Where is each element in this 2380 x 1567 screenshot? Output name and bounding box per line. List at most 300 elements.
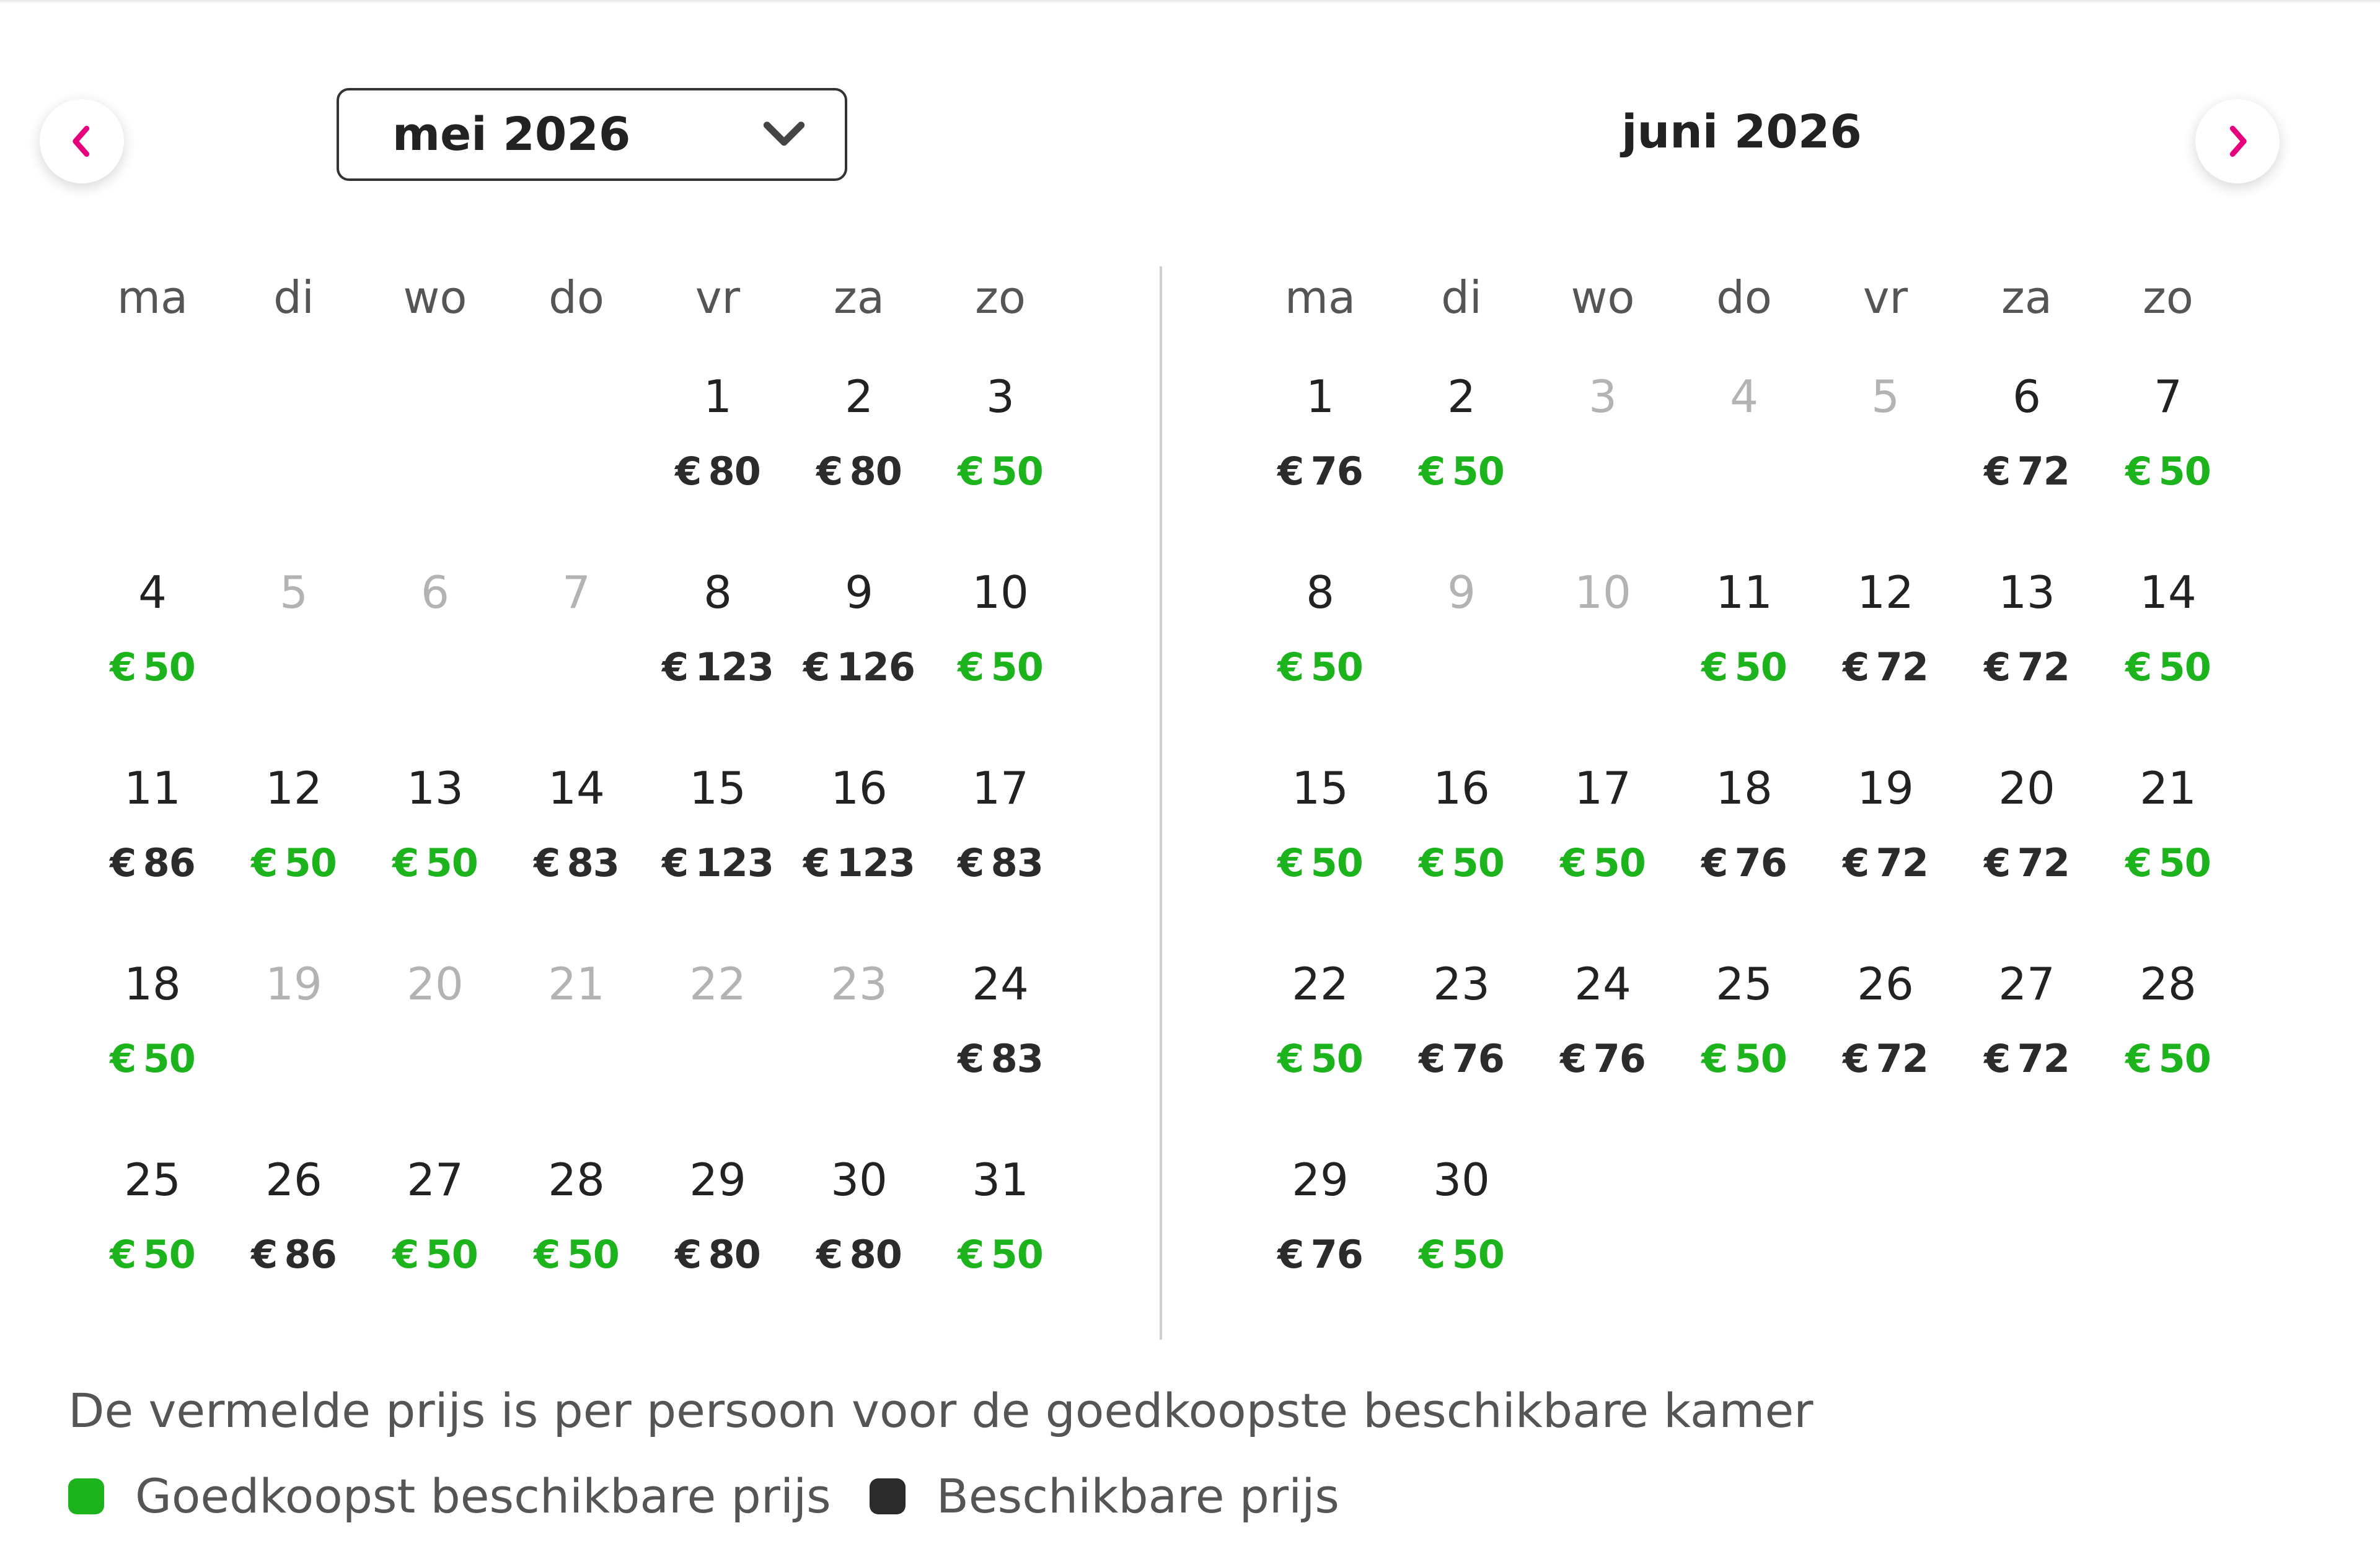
day-cell[interactable]	[82, 524, 223, 720]
currency-symbol: €	[110, 840, 136, 885]
day-number: 10	[972, 566, 1029, 618]
weekday-header: ma	[117, 271, 188, 323]
available-price-legend-label: Beschikbare prijs	[936, 1468, 1339, 1524]
currency-symbol: €	[1984, 1036, 2011, 1081]
day-number: 6	[2012, 371, 2041, 423]
day-price	[1956, 646, 2097, 689]
day-cell[interactable]	[1815, 524, 1956, 720]
day-cell[interactable]	[1673, 524, 1815, 720]
day-cell[interactable]	[1250, 328, 1391, 524]
previous-month-button[interactable]	[40, 99, 124, 183]
currency-symbol: €	[816, 1232, 843, 1277]
day-cell[interactable]	[788, 720, 930, 916]
price-amount: 50	[1593, 840, 1646, 885]
weekday-header: di	[273, 271, 314, 323]
currency-symbol: €	[1560, 840, 1587, 885]
day-cell	[1391, 524, 1532, 720]
day-cell	[223, 524, 364, 720]
currency-symbol: €	[2125, 644, 2152, 690]
cheapest-price	[930, 1233, 1071, 1276]
day-cell[interactable]	[1250, 916, 1391, 1112]
price-amount: 50	[425, 1232, 478, 1277]
day-cell[interactable]	[364, 720, 506, 916]
day-cell[interactable]	[1250, 524, 1391, 720]
price-amount: 80	[849, 449, 902, 494]
price-amount: 123	[836, 840, 915, 885]
day-number: 19	[265, 958, 322, 1010]
currency-symbol: €	[1277, 1232, 1304, 1277]
day-price	[1250, 1233, 1391, 1276]
day-cell[interactable]	[788, 328, 930, 524]
day-number: 19	[1857, 762, 1914, 814]
day-cell[interactable]	[1956, 916, 2097, 1112]
day-cell	[788, 916, 930, 1112]
price-amount: 50	[1452, 449, 1504, 494]
day-cell[interactable]	[1956, 524, 2097, 720]
currency-symbol: €	[534, 1232, 560, 1277]
price-amount: 126	[836, 644, 915, 690]
month-select-label: mei 2026	[392, 108, 631, 161]
day-number: 17	[972, 762, 1029, 814]
day-number: 31	[972, 1154, 1029, 1206]
day-price	[1956, 450, 2097, 493]
day-cell[interactable]	[647, 524, 788, 720]
day-price	[930, 1037, 1071, 1081]
day-cell	[364, 524, 506, 720]
month-divider	[1160, 266, 1162, 1340]
day-number: 23	[1433, 958, 1490, 1010]
day-price	[1956, 1037, 2097, 1081]
calendar-grid-may	[82, 266, 1071, 1307]
day-number: 26	[265, 1154, 322, 1206]
cheapest-price	[1250, 1037, 1391, 1081]
day-number: 26	[1857, 958, 1914, 1010]
cheapest-price	[2097, 841, 2239, 885]
day-price	[788, 450, 930, 493]
cheapest-price	[2097, 450, 2239, 493]
day-number: 2	[1447, 371, 1476, 423]
day-number: 20	[1998, 762, 2055, 814]
price-amount: 50	[143, 1232, 195, 1277]
day-number: 18	[1716, 762, 1773, 814]
day-price	[788, 841, 930, 885]
calendar-grid-june	[1250, 266, 2239, 1307]
day-number: 18	[124, 958, 181, 1010]
currency-symbol: €	[816, 449, 843, 494]
price-amount: 50	[143, 644, 195, 690]
day-number: 11	[124, 762, 181, 814]
currency-symbol: €	[392, 1232, 419, 1277]
price-amount: 72	[2017, 1036, 2069, 1081]
day-number: 6	[421, 566, 449, 618]
day-price	[1815, 646, 1956, 689]
day-price	[930, 841, 1071, 885]
day-cell[interactable]	[364, 1112, 506, 1307]
day-cell	[223, 916, 364, 1112]
currency-symbol: €	[958, 1036, 984, 1081]
weekday-header: vr	[695, 271, 741, 323]
day-number: 2	[845, 371, 873, 423]
price-legend	[68, 1468, 1339, 1524]
cheapest-price	[1250, 646, 1391, 689]
price-amount: 76	[1593, 1036, 1646, 1081]
day-number: 16	[1433, 762, 1490, 814]
price-amount: 50	[2158, 449, 2211, 494]
day-cell[interactable]	[930, 328, 1071, 524]
day-number: 22	[689, 958, 746, 1010]
price-amount: 86	[143, 840, 195, 885]
currency-symbol: €	[392, 840, 419, 885]
day-number: 21	[2140, 762, 2197, 814]
day-number: 13	[1998, 566, 2055, 618]
day-price	[788, 646, 930, 689]
price-amount: 50	[1452, 1232, 1504, 1277]
cheapest-price-legend-label: Goedkoopst beschikbare prijs	[135, 1468, 831, 1524]
day-cell[interactable]	[2097, 720, 2239, 916]
weekday-header: za	[834, 271, 884, 323]
day-cell[interactable]	[1532, 720, 1673, 916]
day-number: 13	[407, 762, 464, 814]
price-amount: 86	[284, 1232, 337, 1277]
day-price	[647, 450, 788, 493]
chevron-right-icon	[2218, 122, 2257, 160]
day-price	[506, 841, 647, 885]
day-cell[interactable]	[2097, 916, 2239, 1112]
currency-symbol: €	[110, 1036, 136, 1081]
day-number: 3	[986, 371, 1015, 423]
day-cell[interactable]	[930, 916, 1071, 1112]
day-number: 27	[1998, 958, 2055, 1010]
weekday-header: zo	[975, 271, 1026, 323]
day-number: 12	[265, 762, 322, 814]
empty-cell	[82, 328, 223, 524]
price-amount: 50	[1310, 1036, 1363, 1081]
currency-symbol: €	[1419, 1232, 1445, 1277]
day-number: 29	[1292, 1154, 1349, 1206]
day-price	[1956, 841, 2097, 885]
chevron-left-icon	[63, 122, 101, 160]
currency-symbol: €	[2125, 449, 2152, 494]
available-price-legend-dot	[870, 1478, 906, 1514]
currency-symbol: €	[110, 1232, 136, 1277]
month-select[interactable]	[337, 88, 847, 181]
month-title-june: juni 2026	[1621, 105, 1862, 159]
next-month-button[interactable]	[2195, 99, 2280, 183]
cheapest-price	[2097, 646, 2239, 689]
price-amount: 50	[990, 449, 1043, 494]
day-cell	[364, 916, 506, 1112]
currency-symbol: €	[662, 840, 689, 885]
day-number: 28	[2140, 958, 2197, 1010]
day-number: 23	[831, 958, 888, 1010]
price-amount: 72	[1875, 644, 1928, 690]
day-number: 11	[1716, 566, 1773, 618]
weekday-header: za	[2001, 271, 2052, 323]
price-amount: 50	[1452, 840, 1504, 885]
day-number: 7	[562, 566, 591, 618]
cheapest-price	[930, 646, 1071, 689]
weekday-header: ma	[1284, 271, 1356, 323]
currency-symbol: €	[534, 840, 560, 885]
cheapest-price	[1532, 841, 1673, 885]
price-amount: 72	[2017, 840, 2069, 885]
day-number: 15	[689, 762, 746, 814]
day-cell[interactable]	[930, 1112, 1071, 1307]
day-cell	[1532, 524, 1673, 720]
currency-symbol: €	[1277, 449, 1304, 494]
day-cell	[1532, 328, 1673, 524]
currency-symbol: €	[1984, 644, 2011, 690]
day-price	[788, 1233, 930, 1276]
currency-symbol: €	[1701, 1036, 1728, 1081]
currency-symbol: €	[1984, 449, 2011, 494]
currency-symbol: €	[1984, 840, 2011, 885]
day-price	[1532, 1037, 1673, 1081]
day-number: 24	[1574, 958, 1631, 1010]
day-cell	[506, 916, 647, 1112]
price-amount: 72	[1875, 1036, 1928, 1081]
day-cell	[1815, 328, 1956, 524]
price-amount: 50	[1310, 840, 1363, 885]
day-cell[interactable]	[506, 1112, 647, 1307]
currency-symbol: €	[1419, 1036, 1445, 1081]
price-amount: 72	[2017, 449, 2069, 494]
price-amount: 72	[1875, 840, 1928, 885]
currency-symbol: €	[1277, 644, 1304, 690]
price-amount: 76	[1452, 1036, 1504, 1081]
day-cell[interactable]	[1391, 916, 1532, 1112]
day-cell[interactable]	[788, 524, 930, 720]
day-price	[647, 1233, 788, 1276]
day-cell[interactable]	[82, 720, 223, 916]
empty-cell	[223, 328, 364, 524]
day-price	[1250, 450, 1391, 493]
empty-cell	[506, 328, 647, 524]
price-amount: 76	[1310, 1232, 1363, 1277]
weekday-header: wo	[1571, 271, 1635, 323]
day-number: 8	[1306, 566, 1334, 618]
price-amount: 76	[1734, 840, 1787, 885]
cheapest-price	[364, 841, 506, 885]
day-cell[interactable]	[1673, 916, 1815, 1112]
day-cell[interactable]	[1532, 916, 1673, 1112]
day-cell[interactable]	[647, 1112, 788, 1307]
cheapest-price	[82, 1233, 223, 1276]
day-price	[223, 1233, 364, 1276]
day-cell[interactable]	[647, 720, 788, 916]
cheapest-price	[223, 841, 364, 885]
day-number: 5	[1871, 371, 1900, 423]
price-amount: 50	[990, 1232, 1043, 1277]
day-number: 3	[1589, 371, 1617, 423]
empty-cell	[364, 328, 506, 524]
price-amount: 76	[1310, 449, 1363, 494]
price-amount: 80	[849, 1232, 902, 1277]
cheapest-price	[82, 646, 223, 689]
day-cell	[506, 524, 647, 720]
day-price	[1673, 841, 1815, 885]
price-amount: 50	[284, 840, 337, 885]
day-cell	[1673, 328, 1815, 524]
currency-symbol: €	[1843, 840, 1869, 885]
price-amount: 50	[2158, 644, 2211, 690]
currency-symbol: €	[958, 449, 984, 494]
currency-symbol: €	[251, 840, 278, 885]
cheapest-price	[930, 450, 1071, 493]
day-number: 28	[548, 1154, 605, 1206]
day-number: 29	[689, 1154, 746, 1206]
day-number: 20	[407, 958, 464, 1010]
cheapest-price	[1673, 1037, 1815, 1081]
day-number: 30	[1433, 1154, 1490, 1206]
weekday-header: zo	[2143, 271, 2193, 323]
day-cell[interactable]	[1391, 328, 1532, 524]
price-note: De vermelde prijs is per persoon voor de goedkoopste beschikbare kamer	[68, 1383, 1814, 1438]
day-number: 12	[1857, 566, 1914, 618]
day-number: 17	[1574, 762, 1631, 814]
day-number: 14	[2140, 566, 2197, 618]
currency-symbol: €	[803, 644, 830, 690]
day-number: 9	[845, 566, 873, 618]
day-price	[1815, 841, 1956, 885]
day-cell[interactable]	[1391, 720, 1532, 916]
cheapest-price	[1391, 841, 1532, 885]
cheapest-price	[506, 1233, 647, 1276]
day-number: 5	[280, 566, 308, 618]
day-cell[interactable]	[930, 720, 1071, 916]
top-shadow	[0, 0, 2380, 4]
day-cell[interactable]	[82, 916, 223, 1112]
day-number: 24	[972, 958, 1029, 1010]
day-cell[interactable]	[647, 328, 788, 524]
day-number: 25	[124, 1154, 181, 1206]
price-amount: 50	[2158, 840, 2211, 885]
weekday-header: vr	[1862, 271, 1908, 323]
price-amount: 123	[695, 644, 774, 690]
currency-symbol: €	[1701, 840, 1728, 885]
day-price	[1815, 1037, 1956, 1081]
currency-symbol: €	[2125, 1036, 2152, 1081]
price-amount: 80	[708, 1232, 760, 1277]
day-cell[interactable]	[2097, 524, 2239, 720]
day-number: 7	[2154, 371, 2182, 423]
currency-symbol: €	[1560, 1036, 1587, 1081]
currency-symbol: €	[251, 1232, 278, 1277]
cheapest-price	[1391, 1233, 1532, 1276]
price-amount: 80	[708, 449, 760, 494]
day-price	[1391, 1037, 1532, 1081]
currency-symbol: €	[1277, 840, 1304, 885]
weekday-header: di	[1441, 271, 1482, 323]
currency-symbol: €	[1843, 644, 1869, 690]
day-price	[647, 841, 788, 885]
day-number: 8	[703, 566, 732, 618]
day-number: 1	[703, 371, 732, 423]
day-number: 10	[1574, 566, 1631, 618]
day-number: 25	[1716, 958, 1773, 1010]
currency-symbol: €	[958, 644, 984, 690]
day-number: 21	[548, 958, 605, 1010]
price-amount: 83	[990, 840, 1043, 885]
price-amount: 50	[425, 840, 478, 885]
day-number: 14	[548, 762, 605, 814]
weekday-header: do	[1716, 271, 1772, 323]
price-amount: 83	[566, 840, 619, 885]
currency-symbol: €	[110, 644, 136, 690]
day-cell[interactable]	[223, 720, 364, 916]
cheapest-price	[1250, 841, 1391, 885]
day-number: 16	[831, 762, 888, 814]
price-amount: 50	[143, 1036, 195, 1081]
day-number: 27	[407, 1154, 464, 1206]
currency-symbol: €	[675, 449, 702, 494]
day-number: 4	[138, 566, 167, 618]
currency-symbol: €	[2125, 840, 2152, 885]
price-amount: 50	[1734, 644, 1787, 690]
day-number: 30	[831, 1154, 888, 1206]
day-cell[interactable]	[1391, 1112, 1532, 1307]
currency-symbol: €	[1419, 449, 1445, 494]
day-number: 22	[1292, 958, 1349, 1010]
price-amount: 50	[566, 1232, 619, 1277]
price-amount: 123	[695, 840, 774, 885]
day-cell[interactable]	[82, 1112, 223, 1307]
currency-symbol: €	[958, 840, 984, 885]
day-cell[interactable]	[1956, 720, 2097, 916]
currency-symbol: €	[958, 1232, 984, 1277]
day-price	[82, 841, 223, 885]
currency-symbol: €	[675, 1232, 702, 1277]
weekday-header: do	[549, 271, 604, 323]
day-cell[interactable]	[1250, 1112, 1391, 1307]
cheapest-price	[1673, 646, 1815, 689]
day-number: 15	[1292, 762, 1349, 814]
day-cell[interactable]	[788, 1112, 930, 1307]
price-amount: 50	[990, 644, 1043, 690]
currency-symbol: €	[1277, 1036, 1304, 1081]
day-cell[interactable]	[1956, 328, 2097, 524]
currency-symbol: €	[1843, 1036, 1869, 1081]
day-cell[interactable]	[1673, 720, 1815, 916]
day-cell[interactable]	[930, 524, 1071, 720]
cheapest-price	[1391, 450, 1532, 493]
day-cell[interactable]	[506, 720, 647, 916]
day-number: 1	[1306, 371, 1334, 423]
day-number: 4	[1730, 371, 1758, 423]
day-cell[interactable]	[1250, 720, 1391, 916]
day-price	[647, 646, 788, 689]
cheapest-price	[2097, 1037, 2239, 1081]
currency-symbol: €	[803, 840, 830, 885]
price-amount: 83	[990, 1036, 1043, 1081]
weekday-header: wo	[403, 271, 467, 323]
price-amount: 50	[1734, 1036, 1787, 1081]
day-cell[interactable]	[1815, 916, 1956, 1112]
price-amount: 72	[2017, 644, 2069, 690]
day-cell[interactable]	[2097, 328, 2239, 524]
chevron-down-icon	[759, 116, 809, 153]
price-amount: 50	[1310, 644, 1363, 690]
currency-symbol: €	[662, 644, 689, 690]
day-cell	[647, 916, 788, 1112]
cheapest-price	[364, 1233, 506, 1276]
price-amount: 50	[2158, 1036, 2211, 1081]
currency-symbol: €	[1701, 644, 1728, 690]
day-cell[interactable]	[223, 1112, 364, 1307]
day-number: 9	[1447, 566, 1476, 618]
cheapest-price	[82, 1037, 223, 1081]
day-cell[interactable]	[1815, 720, 1956, 916]
